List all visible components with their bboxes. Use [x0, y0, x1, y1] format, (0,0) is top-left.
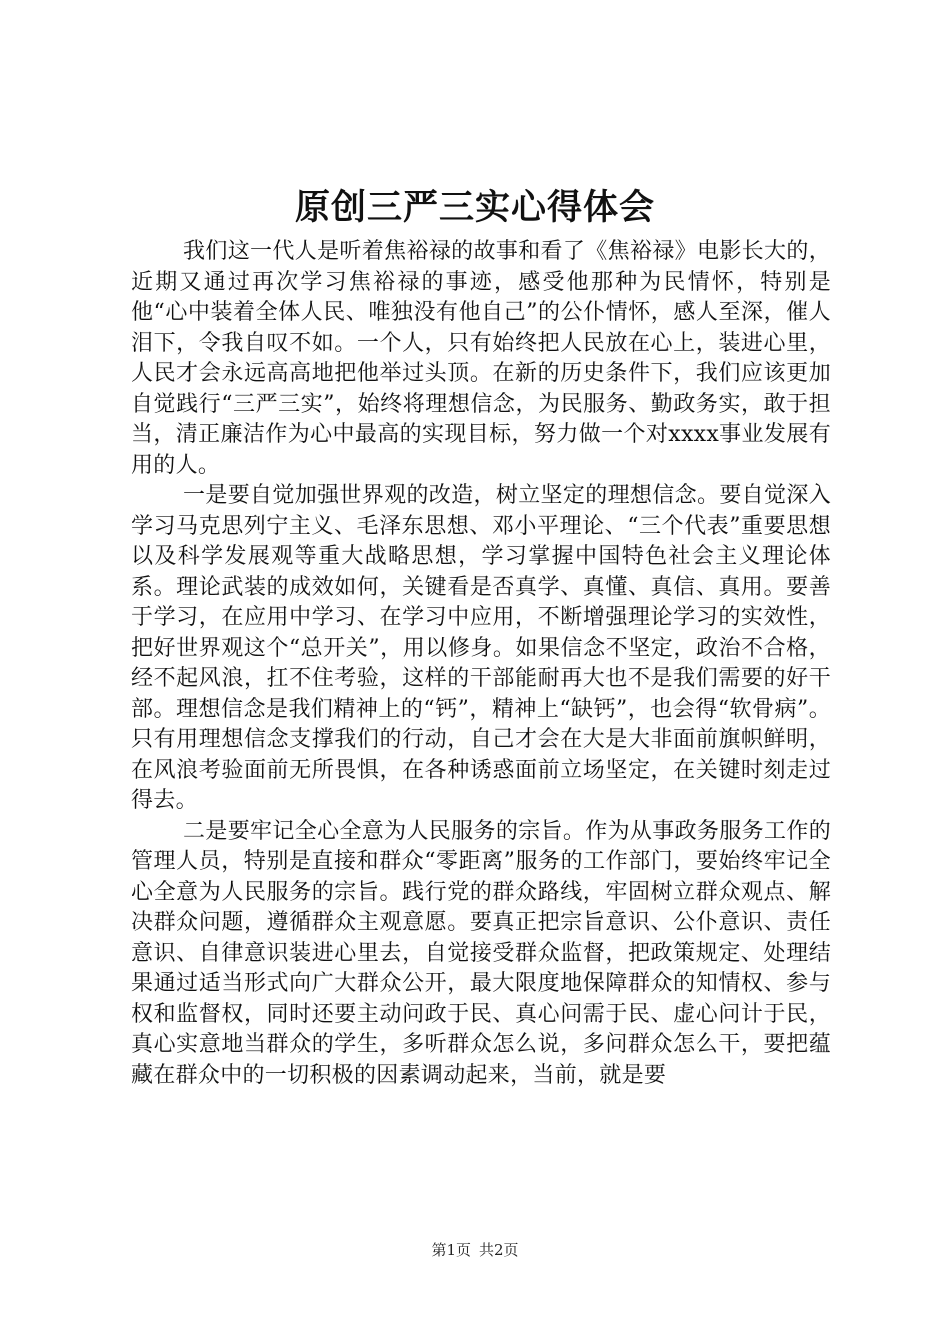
document-title: 原创三严三实心得体会	[294, 187, 655, 228]
document-body	[131, 237, 831, 1091]
page-number-current: 第1页	[431, 1241, 471, 1259]
paragraph-serve-people: 二是要牢记全心全意为人民服务的宗旨。作为从事政务服务工作的管理人员，特别是直接和群众“零距离”服务的工作部门，要始终牢记全心全意为人民服务的宗旨。践行党的群众路线，牢固树立群众观点、解决群众问题，遵循群众主观意愿。要真正把宗旨意识、公仆意识、责任意识、自律意识装进心里去，自觉接受群众监督，把政策规定、处理结果通过适当形式向广大群众公开，最大限度地保障群众的知情权、参与权和监督权，同时还要主动问政于民、真心问需于民、虚心问计于民，真心实意地当群众的学生，多听群众怎么说，多问群众怎么干，要把蕴藏在群众中的一切积极的因素调动起来，当前，就是要	[131, 818, 831, 1088]
paragraph-intro: 我们这一代人是听着焦裕禄的故事和看了《焦裕禄》电影长大的，近期又通过再次学习焦裕禄的事迹，感受他那种为民情怀，特别是他“心中装着全体人民、唯独没有他自己”的公仆情怀，感人至深，催人泪下，令我自叹不如。一个人，只有始终把人民放在心上，装进心里，人民才会永远高高地把他举过头顶。在新的历史条件下，我们应该更加自觉践行“三严三实”，始终将理想信念，为民服务、勤政务实，敢于担当，清正廉洁作为心中最高的实现目标，努力做一个对xxxx事业发展有用的人。	[131, 239, 831, 478]
page-number-total: 共2页	[479, 1241, 519, 1259]
paragraph-worldview: 一是要自觉加强世界观的改造，树立坚定的理想信念。要自觉深入学习马克思列宁主义、毛泽东思想、邓小平理论、“三个代表”重要思想以及科学发展观等重大战略思想，学习掌握中国特色社会主义理论体系。理论武装的成效如何，关键看是否真学、真懂、真信、真用。要善于学习，在应用中学习、在学习中应用，不断增强理论学习的实效性，把好世界观这个“总开关”，用以修身。如果信念不坚定，政治不合格，经不起风浪，扛不住考验，这样的干部能耐再大也不是我们需要的好干部。理想信念是我们精神上的“钙”，精神上“缺钙”，也会得“软骨病”。只有用理想信念支撑我们的行动，自己才会在大是大非面前旗帜鲜明，在风浪考验面前无所畏惧，在各种诱惑面前立场坚定，在关键时刻走过得去。	[131, 483, 831, 813]
page-footer	[0, 1240, 950, 1260]
